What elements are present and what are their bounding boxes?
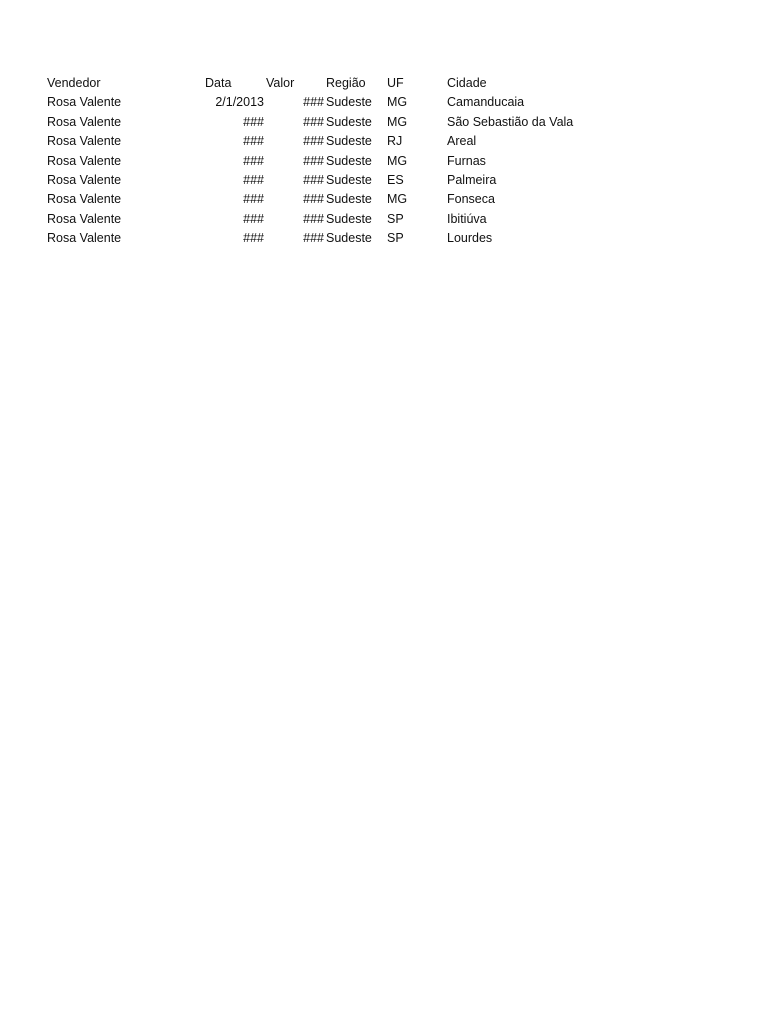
cell-regiao: Sudeste <box>326 153 372 168</box>
cell-cidade: Fonseca <box>447 192 495 207</box>
cell-uf: MG <box>387 114 408 129</box>
header-uf: UF <box>387 76 404 90</box>
cell-uf: RJ <box>387 134 403 149</box>
cell-data: ### <box>243 172 264 187</box>
table-row <box>0 171 768 190</box>
cell-cidade: Palmeira <box>447 172 497 187</box>
cell-data: ### <box>243 153 264 168</box>
table-row <box>0 113 768 132</box>
cell-valor: ### <box>303 95 324 110</box>
cell-valor: ### <box>303 231 324 246</box>
cell-vendedor: Rosa Valente <box>47 134 122 149</box>
cell-valor: ### <box>303 134 324 149</box>
cell-data: ### <box>243 114 264 129</box>
cell-cidade: Lourdes <box>447 231 493 246</box>
header-regiao: Região <box>326 76 366 90</box>
cell-cidade: Areal <box>447 134 477 149</box>
table-row <box>0 229 768 248</box>
cell-data: ### <box>243 231 264 246</box>
cell-regiao: Sudeste <box>326 192 372 207</box>
cell-regiao: Sudeste <box>326 95 372 110</box>
cell-data: ### <box>243 134 264 149</box>
cell-regiao: Sudeste <box>326 231 372 246</box>
cell-data: ### <box>243 211 264 226</box>
cell-vendedor: Rosa Valente <box>47 211 122 226</box>
cell-valor: ### <box>303 211 324 226</box>
cell-vendedor: Rosa Valente <box>47 114 122 129</box>
cell-vendedor: Rosa Valente <box>47 192 122 207</box>
cell-regiao: Sudeste <box>326 172 372 187</box>
cell-valor: ### <box>303 192 324 207</box>
cell-valor: ### <box>303 172 324 187</box>
cell-uf: SP <box>387 211 404 226</box>
spreadsheet-table <box>0 74 768 249</box>
table-row <box>0 190 768 209</box>
header-data: Data <box>205 76 232 90</box>
cell-vendedor: Rosa Valente <box>47 95 122 110</box>
cell-valor: ### <box>303 153 324 168</box>
table-header-row <box>0 74 768 93</box>
header-vendedor: Vendedor <box>47 76 101 90</box>
table-row <box>0 152 768 171</box>
cell-cidade: São Sebastião da Vala <box>447 114 574 129</box>
cell-uf: MG <box>387 153 408 168</box>
cell-uf: MG <box>387 192 408 207</box>
cell-uf: MG <box>387 95 408 110</box>
cell-uf: ES <box>387 172 404 187</box>
cell-uf: SP <box>387 231 404 246</box>
cell-data: ### <box>243 192 264 207</box>
table-row <box>0 132 768 151</box>
cell-cidade: Furnas <box>447 153 486 168</box>
cell-data: 2/1/2013 <box>215 95 264 110</box>
header-cidade: Cidade <box>447 76 487 90</box>
cell-regiao: Sudeste <box>326 114 372 129</box>
cell-cidade: Camanducaia <box>447 95 525 110</box>
table-row <box>0 93 768 112</box>
cell-vendedor: Rosa Valente <box>47 153 122 168</box>
cell-vendedor: Rosa Valente <box>47 231 122 246</box>
cell-regiao: Sudeste <box>326 134 372 149</box>
table-row <box>0 210 768 229</box>
cell-cidade: Ibitiúva <box>447 211 487 226</box>
header-valor: Valor <box>266 76 295 90</box>
cell-regiao: Sudeste <box>326 211 372 226</box>
cell-vendedor: Rosa Valente <box>47 172 122 187</box>
cell-valor: ### <box>303 114 324 129</box>
